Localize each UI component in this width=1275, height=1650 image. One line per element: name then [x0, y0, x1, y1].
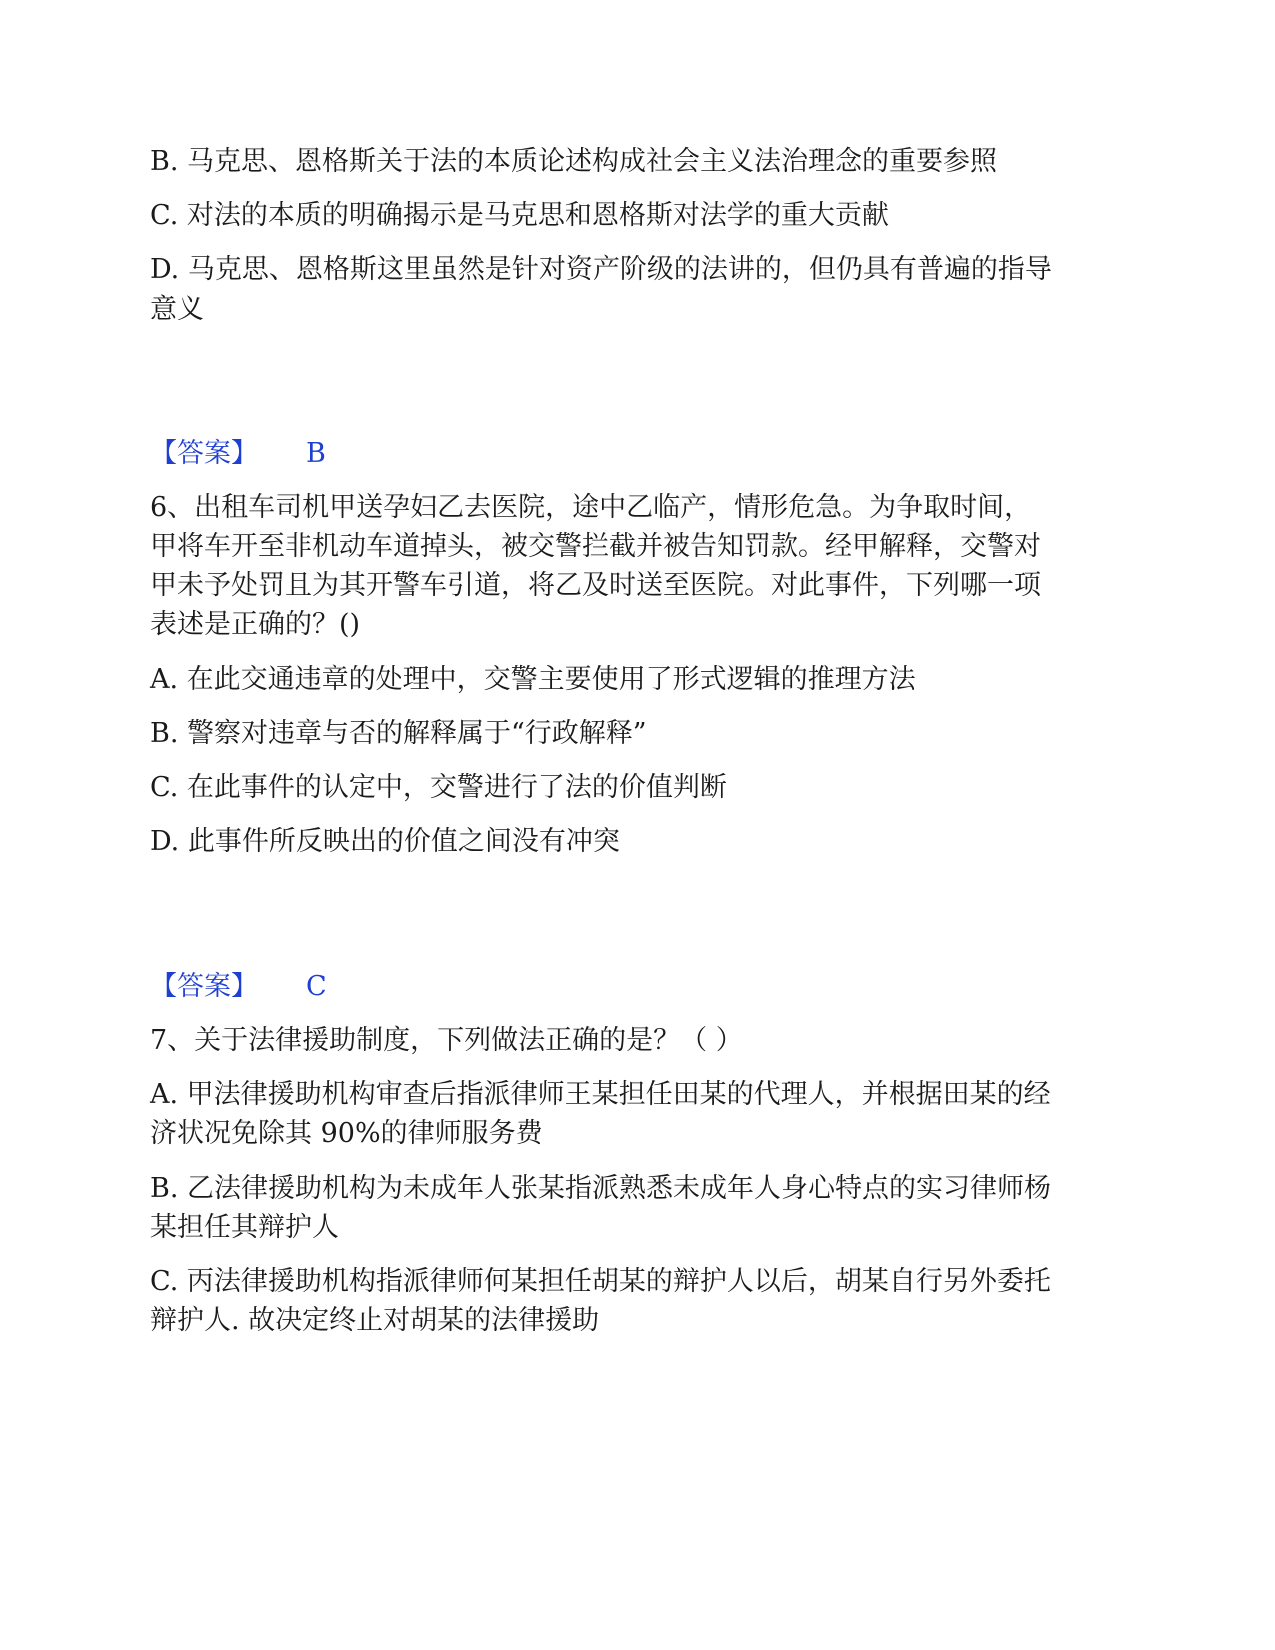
answer-row — [150, 967, 1110, 1007]
question-stem-line4: 表述是正确的？() — [150, 609, 361, 640]
option-d-line1: D. 马克思、恩格斯这里虽然是针对资产阶级的法讲的，但仍具有普遍的指导 — [150, 254, 1052, 285]
question-stem-line2: 甲将车开至非机动车道掉头，被交警拦截并被告知罚款。经甲解释，交警对 — [150, 531, 1041, 562]
option-d: D. 此事件所反映出的价值之间没有冲突 — [150, 826, 620, 857]
answer-label: 【答案】 — [150, 438, 258, 469]
question-stem-line1: 6、出租车司机甲送孕妇乙去医院，途中乙临产，情形危急。为争取时间， — [150, 492, 1032, 523]
option-c-line2: 辩护人. 故决定终止对胡某的法律援助 — [150, 1305, 600, 1336]
option-b-line1: B. 乙法律援助机构为未成年人张某指派熟悉未成年人身心特点的实习律师杨 — [150, 1173, 1052, 1204]
question-stem: 7、关于法律援助制度，下列做法正确的是？（ ） — [150, 1025, 743, 1056]
option-c-line1: C. 丙法律援助机构指派律师何某担任胡某的辩护人以后，胡某自行另外委托 — [150, 1266, 1051, 1297]
question-stem-line3: 甲未予处罚且为其开警车引道，将乙及时送至医院。对此事件，下列哪一项 — [150, 570, 1041, 601]
answer-row — [150, 434, 1110, 474]
option-c: C. 在此事件的认定中，交警进行了法的价值判断 — [150, 772, 727, 803]
option-a: A. 在此交通违章的处理中，交警主要使用了形式逻辑的推理方法 — [150, 664, 916, 695]
option-d-line2: 意义 — [150, 294, 204, 325]
answer-label: 【答案】 — [150, 971, 258, 1002]
option-c: C. 对法的本质的明确揭示是马克思和恩格斯对法学的重大贡献 — [150, 200, 889, 231]
option-b: B. 警察对违章与否的解释属于“行政解释” — [150, 718, 647, 749]
option-a-line2: 济状况免除其 90%的律师服务费 — [150, 1118, 543, 1149]
option-b: B. 马克思、恩格斯关于法的本质论述构成社会主义法治理念的重要参照 — [150, 146, 998, 177]
option-a-line1: A. 甲法律援助机构审查后指派律师王某担任田某的代理人，并根据田某的经 — [150, 1079, 1051, 1110]
option-b-line2: 某担任其辩护人 — [150, 1212, 339, 1243]
answer-value: C — [306, 971, 327, 1002]
answer-value: B — [306, 438, 326, 469]
